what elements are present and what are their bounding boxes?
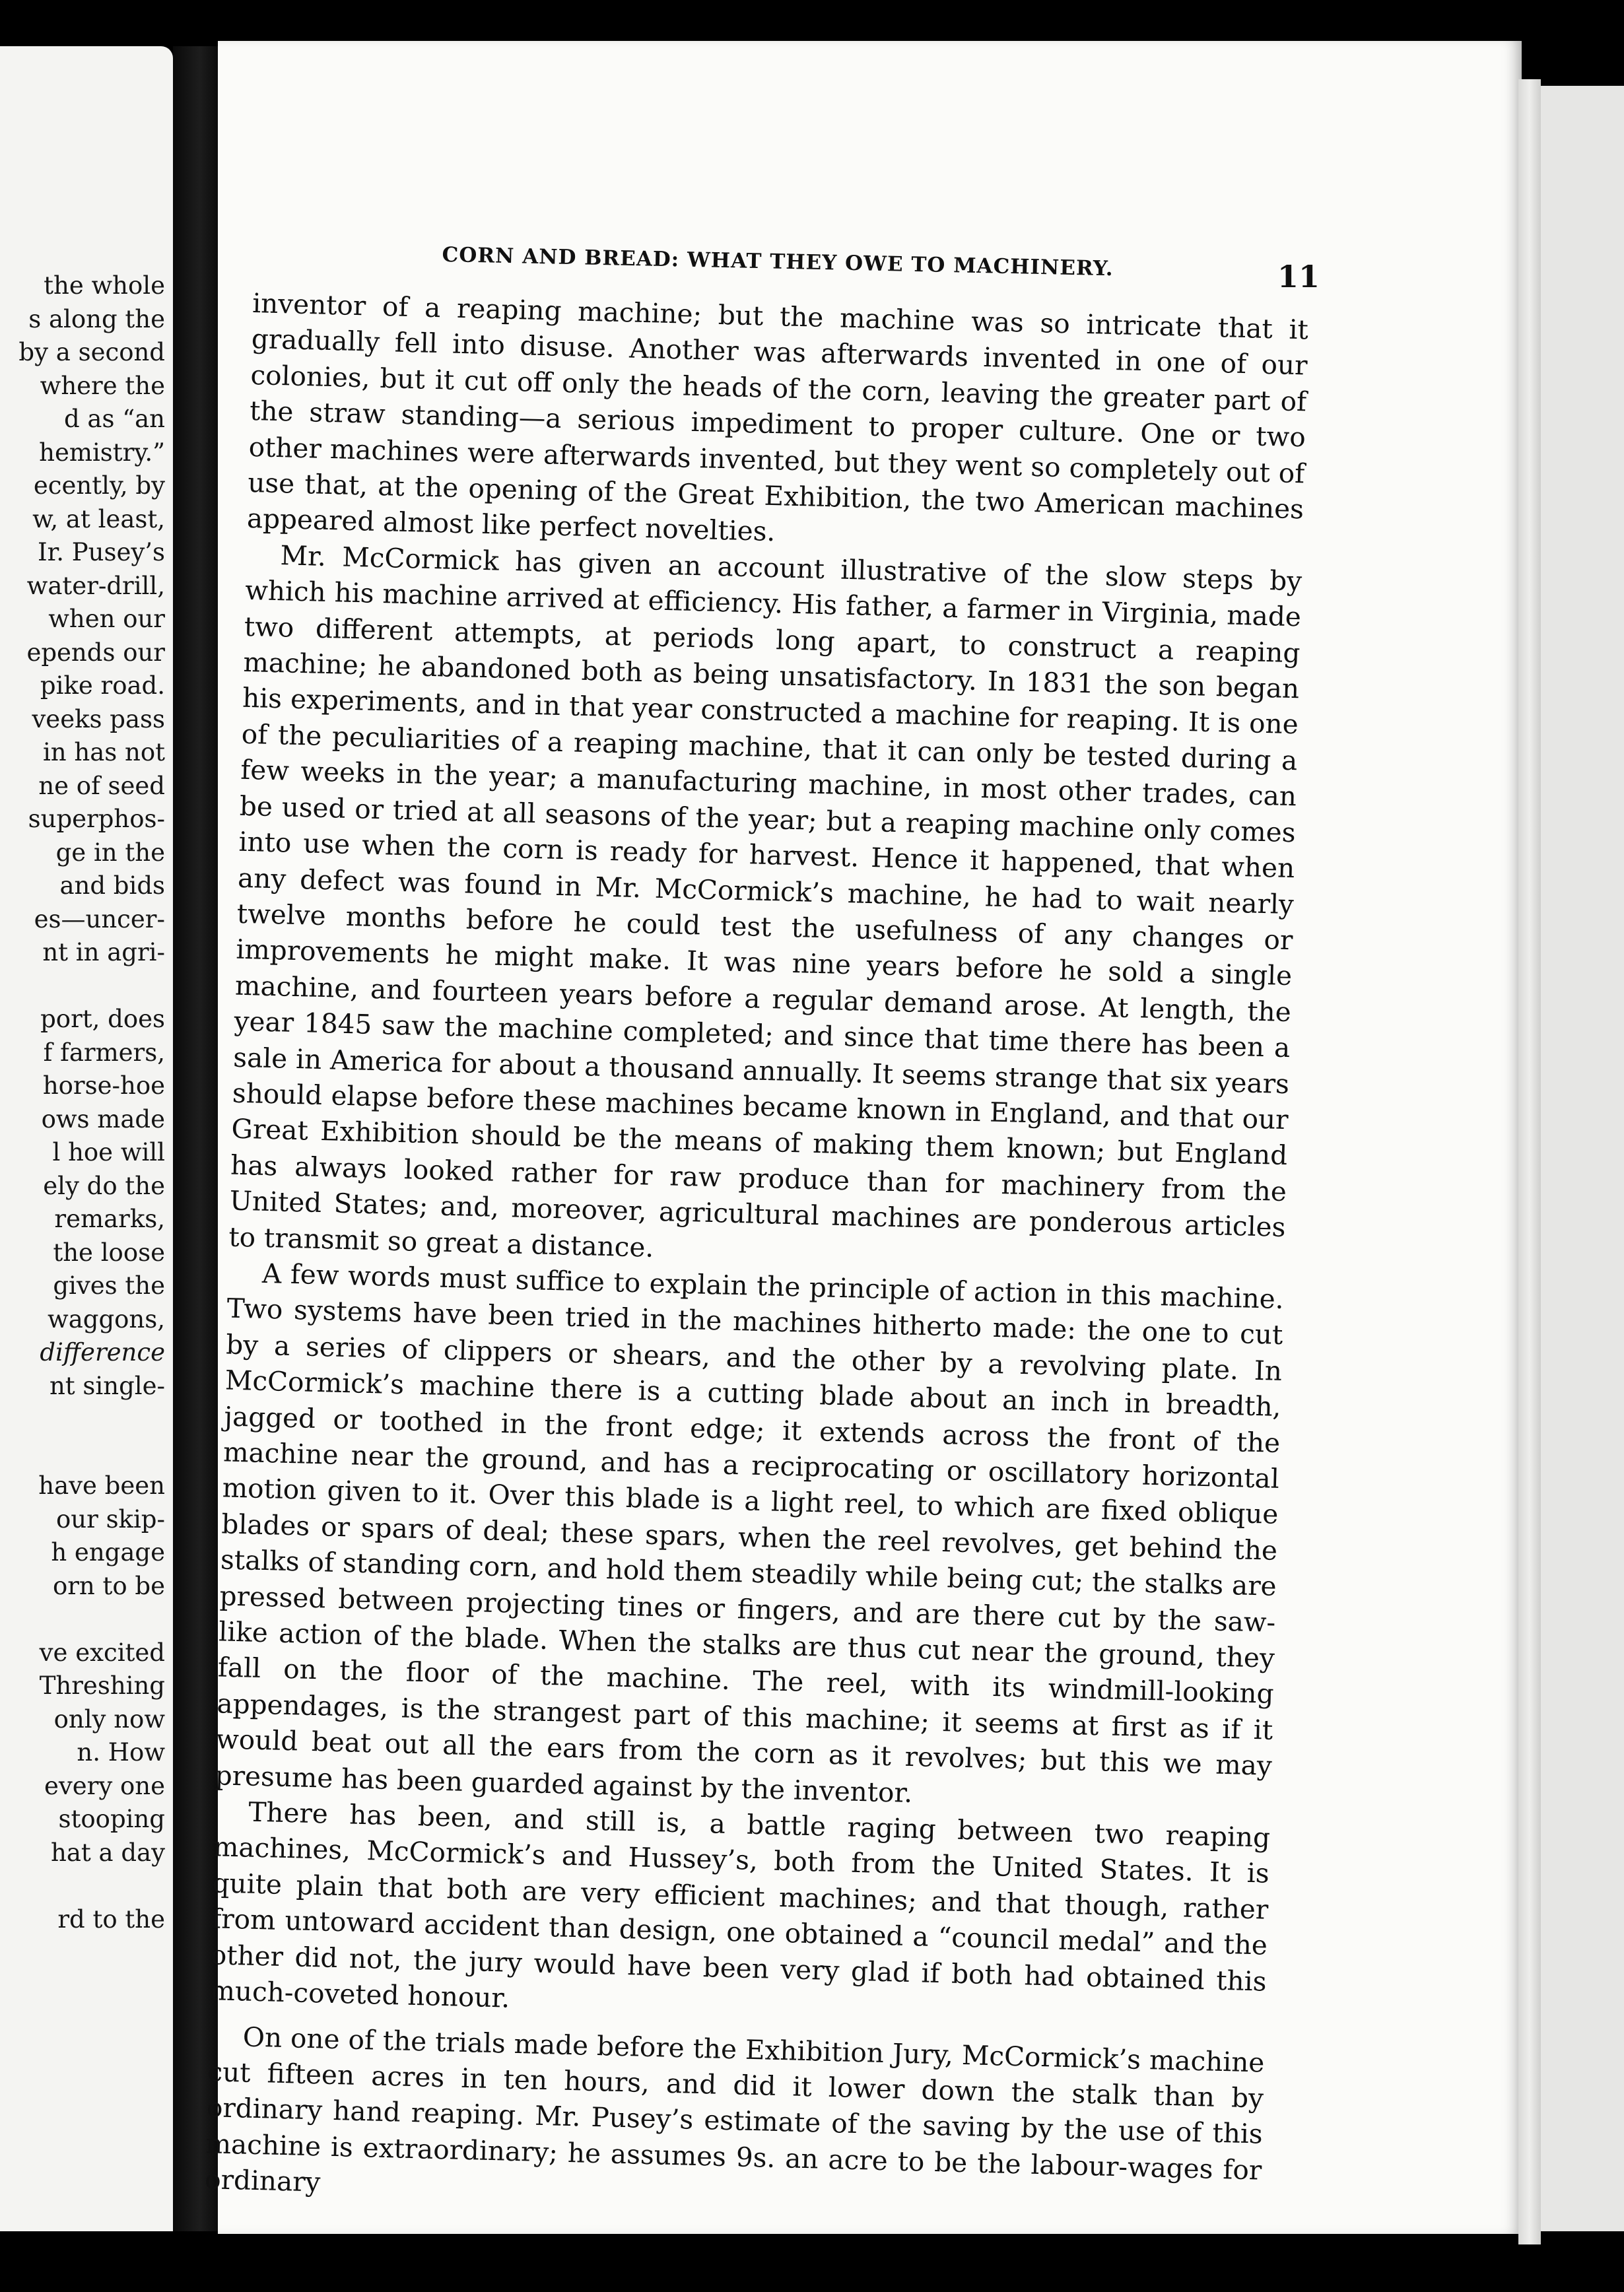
- left-page-line: n. How: [77, 1738, 165, 1767]
- left-page-line: [0, 970, 165, 1003]
- left-page-text-column: [0, 269, 165, 1936]
- left-page-line: only now: [53, 1704, 165, 1734]
- left-page-line: ne of seed: [38, 771, 165, 800]
- left-page-line: [0, 1870, 165, 1903]
- left-page-line: and bids: [59, 871, 165, 900]
- left-page-line: hemistry.”: [39, 438, 165, 467]
- left-page-line: f farmers,: [43, 1038, 165, 1067]
- left-page-line: nt in agri-: [42, 938, 165, 966]
- left-page-line: Threshing: [39, 1671, 165, 1700]
- left-page-line: waggons,: [48, 1304, 165, 1333]
- left-page-line: s along the: [28, 304, 165, 333]
- left-page-line: nt single-: [49, 1371, 165, 1400]
- left-page-line: difference: [40, 1338, 165, 1366]
- left-page-line: pike road.: [40, 671, 165, 700]
- left-page-line: ows made: [41, 1104, 165, 1133]
- paragraph-mccormick-history: Mr. McCormick has given an account illustrative of the slow steps by which his machine arrived at efficiency. His father, a farmer in Virginia, made two different attempts, at periods long apart, to construct a reaping machine; he abandoned both as being unsatisfactory. In 1831 the son began his experiments, and in that year constructed a machine for reaping. It is one of the peculiarities of a reaping machine, that it can only be tested during a few weeks in the year; a manufacturing machine, in most other trades, can be used or tried at all seasons of the year; but a reaping machine only comes into use when the corn is ready for harvest. Hence it happened, that when any defect was found in Mr. McCormick’s machine, he had to wait nearly twelve months before he could test the usefulness of any changes or improvements he might make. It was nine years before he sold a single machine, and fourteen years before a regular demand arose. At length, the year 1845 saw the machine completed; and since that time there has been a sale in America for about a thousand annually. It seems strange that six years should elapse before these machines became known in England, and that our Great Exhibition should be the means of making them known; but England has always looked rather for raw produce than for machinery from the United States; and, moreover, agricultural machines are ponderous articles to transmit so great a distance.: [228, 539, 1303, 1264]
- left-page-line: d as “an: [63, 405, 165, 433]
- left-page-line: remarks,: [54, 1205, 165, 1233]
- left-page-line: in has not: [42, 738, 165, 766]
- left-page-line: orn to be: [52, 1571, 165, 1600]
- left-page-line: epends our: [26, 638, 165, 667]
- left-page-line: [0, 1403, 165, 1436]
- left-page-line: l hoe will: [52, 1138, 165, 1166]
- left-page-line: the whole: [44, 271, 165, 300]
- left-page-line: by a second: [18, 338, 165, 366]
- left-page-line: horse-hoe: [42, 1071, 165, 1100]
- left-page-line: [0, 1603, 165, 1636]
- left-page-line: our skip-: [56, 1504, 165, 1534]
- left-page-line: w, at least,: [32, 504, 165, 533]
- left-page-line: ecently, by: [33, 471, 165, 500]
- page-number: 11: [1277, 259, 1320, 294]
- left-page-line: ge in the: [55, 838, 165, 867]
- left-page-line: rd to the: [57, 1904, 165, 1934]
- left-page-line: where the: [40, 371, 165, 400]
- left-page-line: every one: [44, 1771, 165, 1800]
- left-page-fragment: [0, 46, 173, 2231]
- book-gutter: [173, 46, 218, 2231]
- main-body-text: [205, 285, 1309, 2224]
- left-page-line: [0, 1436, 165, 1470]
- left-page-line: Ir. Pusey’s: [37, 538, 165, 566]
- left-page-line: ely do the: [43, 1171, 165, 1200]
- left-page-line: gives the: [53, 1271, 165, 1300]
- paragraph-battle-of-machines: There has been, and still is, a battle raging between two reaping machines, McCormick’s and Hussey’s, both from the United States. It is quite plain that both are very efficient machines; and that though, rather from untoward accident than design, one obtained a “council medal” and the other did not, the jury would have been very glad if both had obtained this much-coveted honour.: [209, 1796, 1271, 2014]
- left-page-line: port, does: [40, 1005, 165, 1033]
- running-head: CORN AND BREAD: WHAT THEY OWE TO MACHINERY.: [442, 243, 1114, 281]
- left-page-line: stooping: [58, 1805, 165, 1833]
- left-page-line: es—uncer-: [34, 904, 165, 933]
- left-page-line: superphos-: [28, 805, 165, 833]
- paragraph-exhibition-trials: On one of the trials made before the Exhibition Jury, McCormick’s machine cut fifteen acres in ten hours, and did it lower down the stalk than by ordinary hand reaping. Mr. Pusey’s estimate of the saving by the use of this machine is extraordinary; he assumes 9s. an acre to be the labour-wages for ordinary: [204, 2020, 1265, 2198]
- paragraph-principle-of-action: A few words must suffice to explain the principle of action in this machine. Two systems have been tried in the machines hitherto made: the one to cut by a series of clippers or shears, and the other by a revolving plate. In McCormick’s machine there is a cutting blade about an inch in breadth, jagged or toothed in the front edge; it extends across the front of the machine near the ground, and has a reciprocating or oscillatory horizontal motion given to it. Over this blade is a light reel, to which are fixed oblique blades or spars of deal; these spars, when the reel revolves, get behind the stalks of standing corn, and hold them steadily while being cut; the stalks are pressed between projecting tines or fingers, and are there cut by the saw-like action of the blade. When the stalks are thus cut near the ground, they fall on the floor of the machine. The reel, with its windmill-looking appendages, is the strangest part of this machine; it seems at first as if it would beat out all the ears from the corn as it revolves; but this we may presume has been guarded against by the inventor.: [215, 1257, 1285, 1809]
- left-page-line: have been: [38, 1471, 165, 1500]
- left-page-line: hat a day: [51, 1838, 165, 1867]
- left-page-line: when our: [48, 605, 165, 633]
- left-page-line: water-drill,: [26, 571, 165, 600]
- left-page-line: ve excited: [39, 1638, 165, 1667]
- next-page-edge: [1541, 86, 1624, 2231]
- paragraph-continued: inventor of a reaping machine; but the machine was so intricate that it gradually fell into disuse. Another was afterwards invented in one of our colonies, but it cut off only the heads of the corn, leaving the greater part of the straw standing—a serious impediment to proper culture. One or two other machines were afterwards invented, but they went so completely out of use that, at the opening of the Great Exhibition, the two American machines appeared almost like perfect novelties.: [246, 286, 1309, 548]
- left-page-line: h engage: [51, 1538, 165, 1567]
- page-edge-shadow: [1518, 79, 1541, 2244]
- left-page-line: the loose: [53, 1238, 165, 1267]
- left-page-line: veeks pass: [32, 704, 165, 733]
